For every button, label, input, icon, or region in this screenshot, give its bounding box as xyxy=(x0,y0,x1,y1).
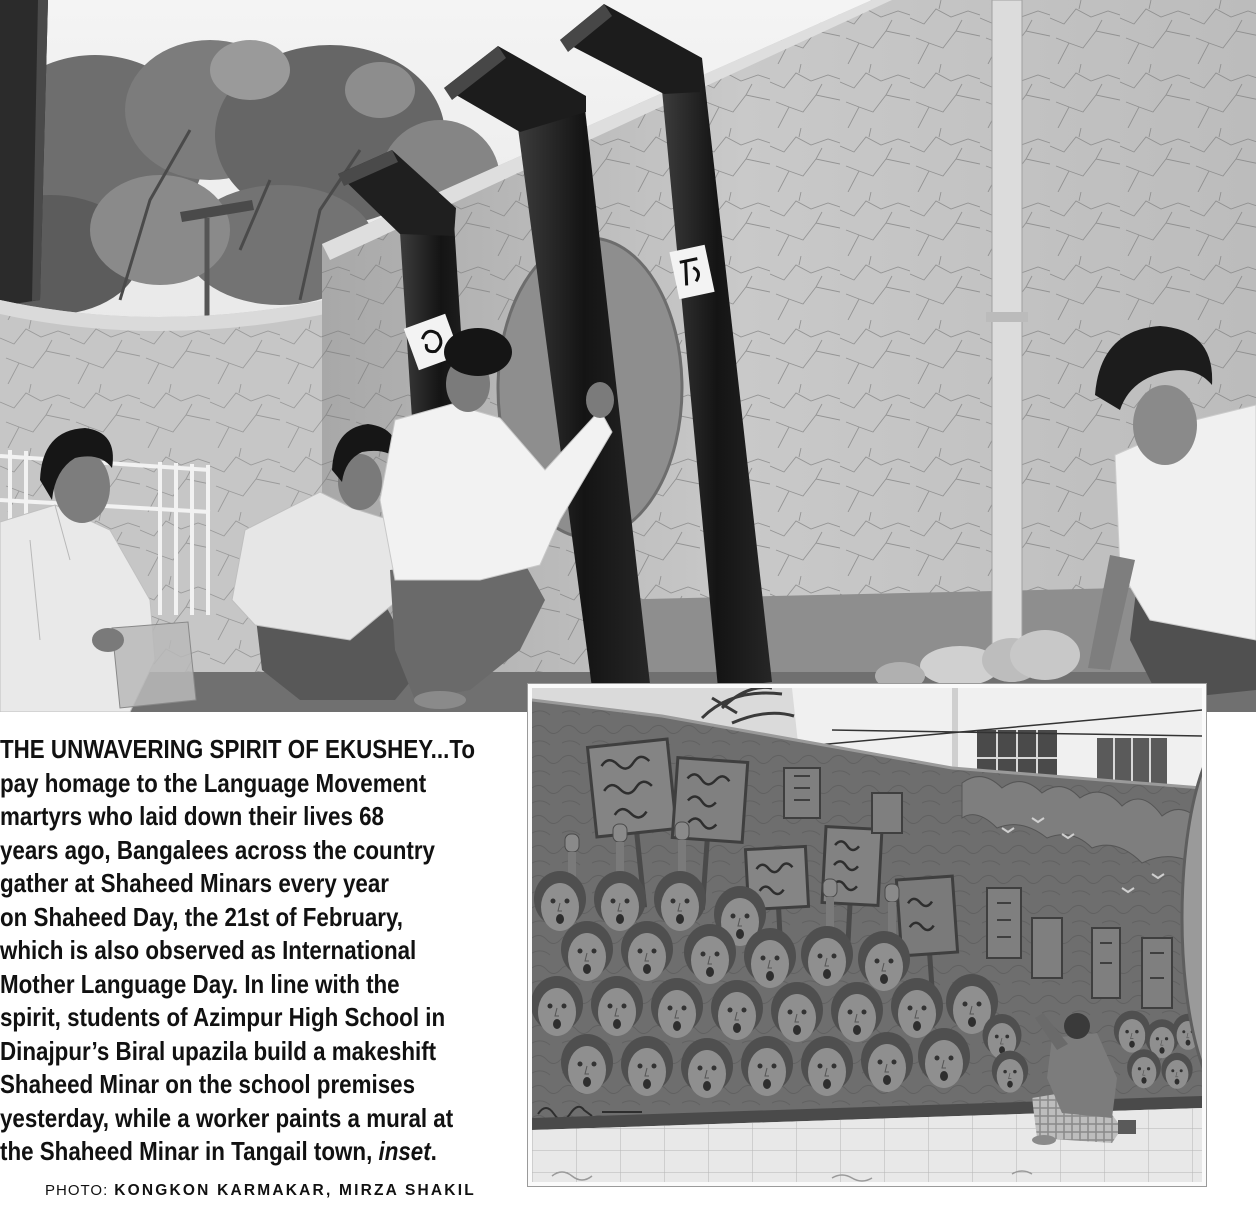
caption-line: pay homage to the Language Movement xyxy=(0,767,427,798)
paint-bag xyxy=(1118,1120,1136,1134)
caption-line: martyrs who laid down their lives 68 xyxy=(0,801,384,831)
caption-line: Dinajpur’s Biral upazila build a makeshift xyxy=(0,1035,437,1066)
caption-line: Mother Language Day. In line with the xyxy=(0,968,400,999)
inset-mural-photo xyxy=(532,688,1202,1182)
caption-line: Shaheed Minar on the school premises xyxy=(0,1069,416,1099)
photo-caption xyxy=(0,733,475,1169)
drain-pipe xyxy=(986,0,1028,655)
caption-line: yesterday, while a worker paints a mural at xyxy=(0,1102,454,1133)
caption-text: the Shaheed Minar in Tangail town, xyxy=(0,1136,379,1166)
bucket xyxy=(112,622,196,708)
credit-names: KONGKON KARMAKAR, MIRZA SHAKIL xyxy=(114,1182,476,1199)
caption-line: years ago, Bangalees across the country xyxy=(0,834,435,865)
caption-line: gather at Shaheed Minars every year xyxy=(0,868,390,898)
inset-photo xyxy=(527,683,1207,1187)
credit-prefix: PHOTO: xyxy=(45,1182,109,1199)
caption-italic-word: inset xyxy=(378,1136,431,1166)
caption-line: THE UNWAVERING SPIRIT OF EKUSHEY...To xyxy=(0,734,475,764)
caption-end-punctuation: . xyxy=(430,1136,437,1166)
caption-line: spirit, students of Azimpur High School in xyxy=(0,1002,446,1032)
caption-line: on Shaheed Day, the 21st of February, xyxy=(0,901,404,932)
photo-credit xyxy=(45,1181,476,1201)
caption-line-last xyxy=(0,1135,475,1169)
caption-line: which is also observed as International xyxy=(0,935,417,965)
